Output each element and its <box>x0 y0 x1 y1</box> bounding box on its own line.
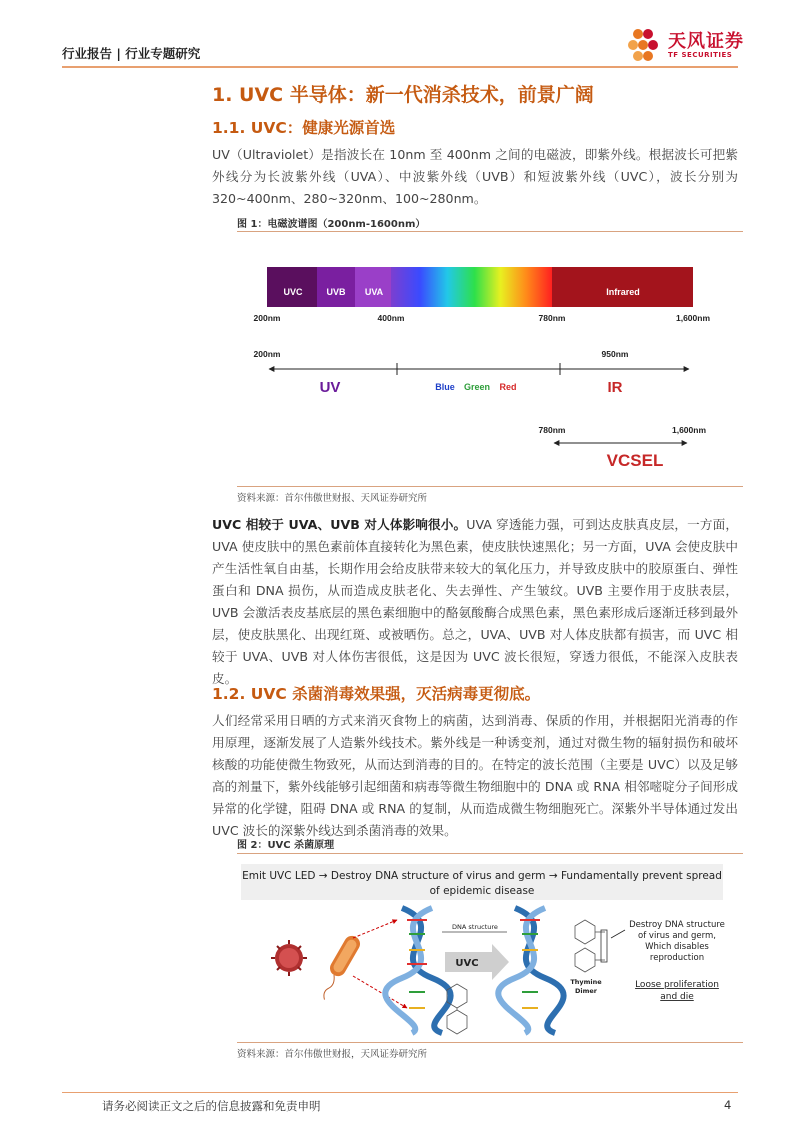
tick-780nm: 780nm <box>538 313 566 323</box>
thymine-label: Thymine <box>570 978 602 986</box>
loose-text-2: and die <box>660 992 694 1002</box>
dna-helix-icon-2 <box>498 908 563 1033</box>
spectrum-diagram <box>237 235 743 485</box>
destroy-text-4: reproduction <box>649 953 705 963</box>
band-label-uvc: UVC <box>283 287 303 297</box>
logo-text-en: TF SECURITIES <box>668 51 733 59</box>
ir-label: IR <box>607 379 623 396</box>
result-arrow <box>611 930 625 938</box>
destroy-text-2: of virus and germ, <box>638 931 716 941</box>
loose-text-1: Loose proliferation <box>635 980 719 990</box>
row2-left-label: 200nm <box>253 349 281 359</box>
paragraph-body: UVA 穿透能力强，可到达皮肤真皮层，一方面，UVA 使皮肤中的黑色素前体直接转化为黑色素，使皮肤快速黑化；另一方面，UVA 会使皮肤中产生活性氧自由基，长期作用会给皮肤带来较大的氧化压力，并导致皮肤中的胶原蛋白、弹性蛋白和 DNA 损伤，从而造成皮肤老化、失去弹性、产生皱纹。UVB 主要作用于皮肤表层，UVB 会激活表皮基底层的黑色素细胞中的酪氨酸酶合成黑色素，黑色素形成后逐渐迁移到最外层，使皮肤黑化、出现红斑、或被晒伤。总之，UVA、UVB 对人体皮肤都有损害，而 UVC 相较于 UVA、UVB 对人体伤害很低，这是因为 UVC 波长很短，穿透力很低，不能深入皮肤表皮。 <box>212 517 738 686</box>
uvc-sterilization-diagram <box>237 858 743 1038</box>
banner-line-1: Emit UVC LED → Destroy DNA structure of virus and germ → Fundamentally prevent spread <box>242 870 722 882</box>
dashed-arrow-1 <box>353 920 397 938</box>
section-1-heading: 1. UVC 半导体：新一代消杀技术，前景广阔 <box>212 84 594 106</box>
tick-200nm: 200nm <box>253 313 281 323</box>
banner-line-2: of epidemic disease <box>429 885 535 897</box>
dimer-label: Dimer <box>574 987 598 995</box>
section-1-1-paragraph: UV（Ultraviolet）是指波长在 10nm 至 400nm 之间的电磁波，即紫外线。根据波长可把紫外线分为长波紫外线（UVA）、中波紫外线（UVB）和短波紫外线（UVC），波长分别为 320~400nm、280~320nm、100~280nm。 <box>212 147 738 206</box>
green-label: Green <box>463 382 491 392</box>
tick-400nm: 400nm <box>377 313 405 323</box>
red-label: Red <box>499 382 517 392</box>
row2-right-label: 950nm <box>601 349 629 359</box>
page-number: 4 <box>724 1098 732 1112</box>
figure-1-title: 图 1：电磁波谱图（200nm-1600nm） <box>237 219 426 230</box>
section-1-2-paragraph: 人们经常采用日晒的方式来消灭食物上的病菌，达到消毒、保质的作用，并根据阳光消毒的作用原理，逐渐发展了人造紫外线技术。紫外线是一种诱变剂，通过对微生物的辐射损伤和破坏核酸的功能使微生物致死，从而达到消毒的目的。在特定的波长范围（主要是 UVC）以及足够高的剂量下，紫外线能够引起细菌和病毒等微生物细胞中的 DNA 或 RNA 相邻嘧啶分子间形成异常的化学键，阻碍 DNA 或 RNA 的复制，从而造成微生物细胞死亡。深紫外半导体通过发出 UVC 波长的深紫外线达到杀菌消毒的效果。 <box>212 713 738 838</box>
uvc-arrow-label: UVC <box>455 958 479 969</box>
vcsel-label: VCSEL <box>606 451 664 470</box>
section-1-1-heading: 1.1. UVC：健康光源首选 <box>212 119 396 137</box>
blue-label: Blue <box>435 382 455 392</box>
band-label-infrared: Infrared <box>606 287 640 297</box>
destroy-text-1: Destroy DNA structure <box>629 920 725 930</box>
uvc-vs-uva-uvb-paragraph <box>212 514 738 690</box>
logo-text-cn: 天风证券 <box>668 31 744 52</box>
molecule-structure-icon-2 <box>575 920 607 972</box>
section-1-2-heading: 1.2. UVC 杀菌消毒效果强，灭活病毒更彻底。 <box>212 685 541 703</box>
dna-structure-label: DNA structure <box>452 923 498 931</box>
paragraph-lead: UVC 相较于 UVA、UVB 对人体影响很小。 <box>212 517 467 532</box>
bacterium-icon <box>314 933 363 1002</box>
destroy-text-3: Which disables <box>645 942 709 952</box>
figure-2-source: 资料来源：首尔伟傲世财报，天风证券研究所 <box>237 1049 428 1060</box>
figure-1-top-rule <box>237 231 743 232</box>
band-label-uva: UVA <box>364 287 384 297</box>
disclaimer-footer: 请务必阅读正文之后的信息披露和免责申明 <box>102 1099 321 1113</box>
footer-divider <box>62 1092 738 1093</box>
row3-right-label: 1,600nm <box>671 425 707 435</box>
figure-1-source: 资料来源：首尔伟傲世财报、天风证券研究所 <box>237 493 428 504</box>
tick-1600nm: 1,600nm <box>675 313 711 323</box>
figure-1-bottom-rule <box>237 486 743 487</box>
uv-label: UV <box>319 379 341 396</box>
figure-2-title: 图 2：UVC 杀菌原理 <box>237 840 335 851</box>
row3-left-label: 780nm <box>538 425 566 435</box>
band-visible <box>391 267 552 307</box>
figure-2-bottom-rule <box>237 1042 743 1043</box>
dna-helix-icon-1 <box>385 908 450 1033</box>
report-category: 行业报告 | 行业专题研究 <box>62 46 201 61</box>
band-label-uvb: UVB <box>326 287 346 297</box>
figure-2-top-rule <box>237 853 743 854</box>
virus-icon <box>271 940 307 976</box>
